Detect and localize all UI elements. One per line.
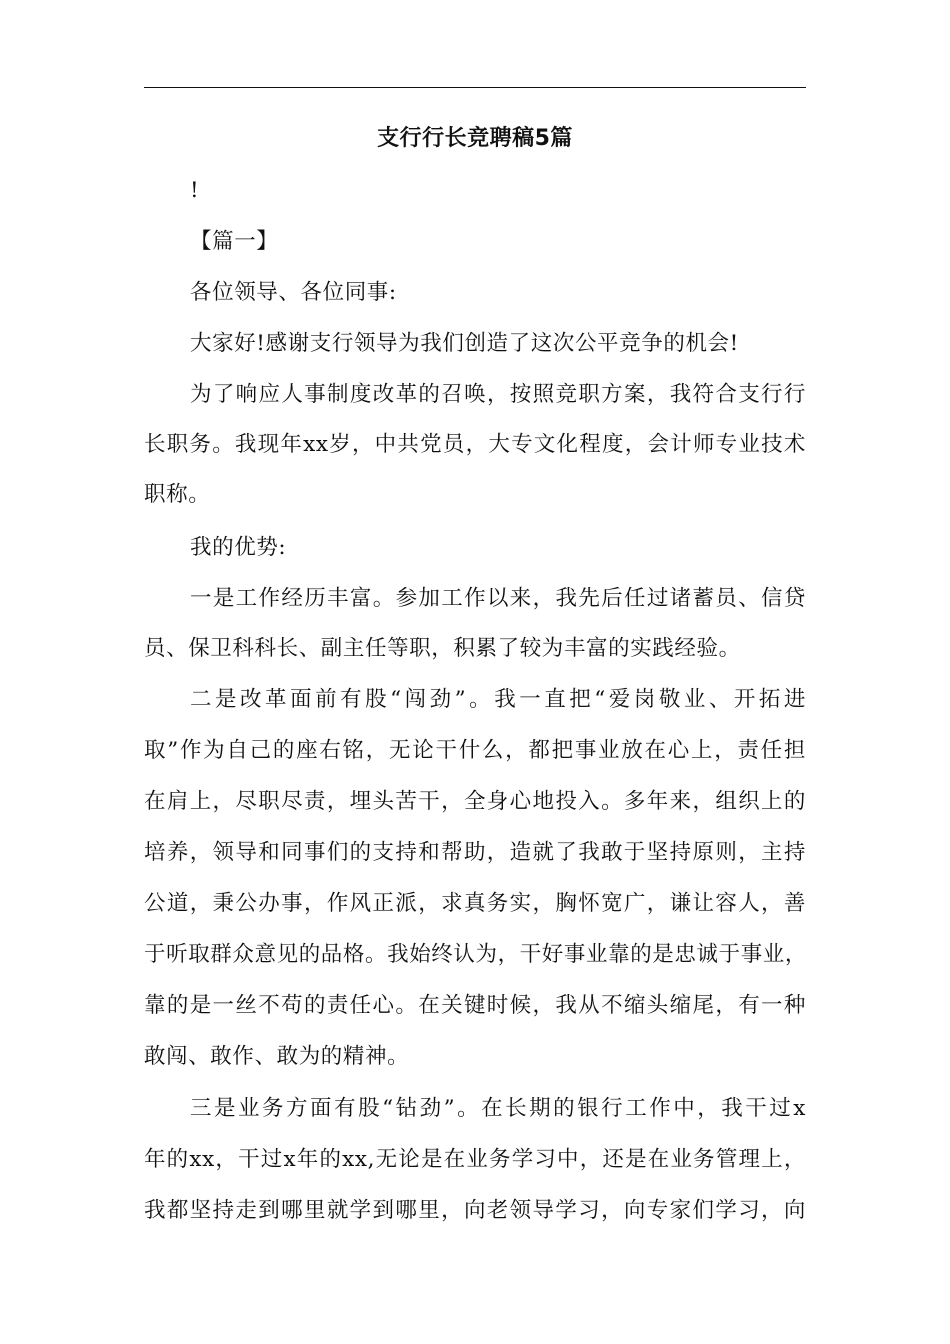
paragraph-line: 二是改革面前有股“闯劲”。我一直把“爱岗敬业、开拓进	[190, 687, 806, 712]
paragraph-line: 长职务。我现年xx岁，中共党员，大专文化程度，会计师专业技术	[144, 432, 806, 457]
paragraph-line: !	[190, 178, 200, 203]
salutation: 各位领导、各位同事:	[190, 280, 397, 305]
section-heading: 【篇一】	[190, 229, 279, 254]
header-rule	[144, 87, 806, 88]
paragraph-line: 取”作为自己的座右铭，无论干什么，都把事业放在心上，责任担	[144, 738, 806, 763]
paragraph-line: 三是业务方面有股“钻劲”。在长期的银行工作中，我干过x	[190, 1096, 806, 1121]
paragraph-line: 我的优势:	[190, 535, 287, 560]
paragraph-line: 我都坚持走到哪里就学到哪里，向老领导学习，向专家们学习，向	[144, 1198, 806, 1223]
paragraph-line: 大家好!感谢支行领导为我们创造了这次公平竞争的机会!	[190, 331, 739, 356]
paragraph-line: 靠的是一丝不苟的责任心。在关键时候，我从不缩头缩尾，有一种	[144, 993, 806, 1018]
paragraph-line: 员、保卫科科长、副主任等职，积累了较为丰富的实践经验。	[144, 636, 741, 661]
page-title: 支行行长竞聘稿5篇	[377, 126, 573, 151]
paragraph-line: 于听取群众意见的品格。我始终认为，干好事业靠的是忠诚于事业，	[144, 942, 808, 967]
paragraph-line: 敢闯、敢作、敢为的精神。	[144, 1044, 410, 1069]
paragraph-line: 在肩上，尽职尽责，埋头苦干，全身心地投入。多年来，组织上的	[144, 789, 806, 814]
paragraph-line: 年的xx，干过x年的xx,无论是在业务学习中，还是在业务管理上，	[144, 1147, 806, 1172]
paragraph-line: 为了响应人事制度改革的召唤，按照竞职方案，我符合支行行	[190, 382, 806, 407]
paragraph-line: 公道，秉公办事，作风正派，求真务实，胸怀宽广，谦让容人，善	[144, 891, 806, 916]
paragraph-line: 职称。	[144, 482, 211, 507]
paragraph-line: 培养，领导和同事们的支持和帮助，造就了我敢于坚持原则，主持	[144, 840, 806, 865]
paragraph-line: 一是工作经历丰富。参加工作以来，我先后任过诸蓄员、信贷	[190, 586, 806, 611]
